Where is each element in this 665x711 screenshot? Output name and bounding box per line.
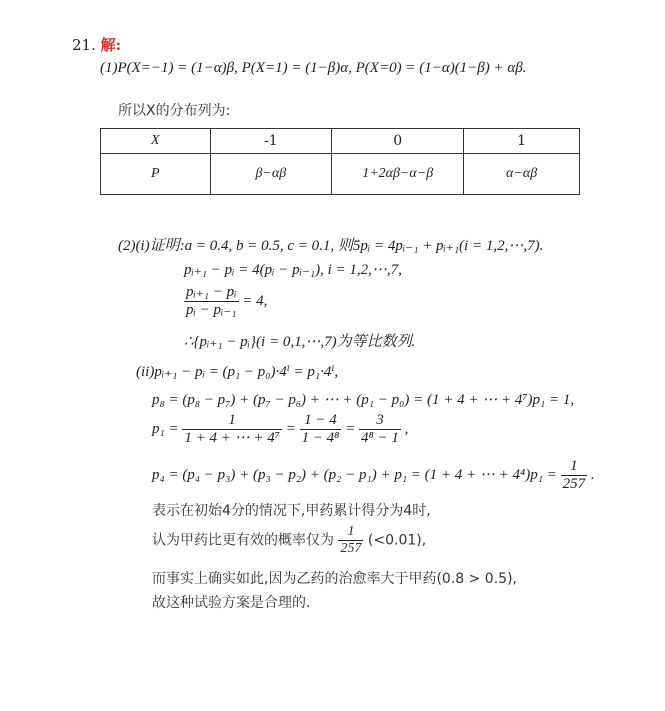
fraction-denominator: 1 − 4⁸	[301, 430, 340, 447]
p4-expression: p₄ = (p₄ − p₃) + (p₃ − p₂) + (p₂ − p₁) + p₁ = (1 + 4 + ⋯ + 4⁴)p₁ =	[152, 467, 557, 484]
fraction-denominator: 1 + 4 + ⋯ + 4⁷	[184, 430, 280, 447]
explanation-line-2	[152, 524, 426, 557]
table-header-row	[101, 129, 580, 154]
table-row	[101, 154, 580, 195]
distribution-table	[100, 128, 580, 195]
solution-label: 解:	[100, 36, 122, 54]
fraction-numerator: 1	[182, 412, 282, 430]
table-cell: -1	[210, 129, 332, 154]
part2-ii-line1: (ii)pᵢ₊₁ − pᵢ = (p₁ − p₀)·4ⁱ = p₁·4ⁱ,	[136, 364, 339, 380]
part2-i-conclusion: ∴{pᵢ₊₁ − pᵢ}(i = 0,1,⋯,7)为等比数列.	[184, 334, 416, 350]
p1-fraction-3	[359, 412, 401, 448]
probability-fraction	[338, 524, 363, 557]
table-cell: X	[101, 129, 211, 154]
ratio-equals: = 4,	[242, 293, 268, 310]
explanation-text: 认为甲药比更有效的概率仅为	[152, 532, 334, 549]
ratio-denominator: pᵢ − pᵢ₋₁	[186, 302, 237, 319]
ratio-fraction	[184, 284, 239, 320]
part1-formula: (1)P(X=−1) = (1−α)β, P(X=1) = (1−β)α, P(X=0) = (1−α)(1−β) + αβ.	[100, 60, 527, 76]
part2-ii-p4: p₄ = (p₄ − p₃) + (p₃ − p₂) + (p₂ − p₁) + p₁ = (1 + 4 + ⋯ + 4⁴)p₁ = $\frac{1}{257}$ .	[152, 458, 595, 493]
explanation-text: (<0.01),	[367, 532, 427, 549]
fraction-numerator: 1	[561, 458, 588, 476]
fraction-numerator: 1	[338, 524, 363, 541]
ratio-numerator: pᵢ₊₁ − pᵢ	[184, 284, 239, 302]
p1-lhs: p₁ =	[152, 421, 179, 438]
table-cell: 1+2αβ−α−β	[332, 154, 464, 195]
explanation-line-3: 而事实上确实如此,因为乙药的治愈率大于甲药(0.8 > 0.5),	[152, 571, 517, 587]
part2-i-line1: (2)(i)证明:a = 0.4, b = 0.5, c = 0.1, 则5pᵢ = 4pᵢ₋₁ + pᵢ₊₁(i = 1,2,⋯,7).	[118, 238, 544, 254]
fraction-denominator: 257	[562, 476, 586, 493]
table-cell: α−αβ	[464, 154, 580, 195]
p4-fraction	[561, 458, 588, 494]
explanation-line-4: 故这种试验方案是合理的.	[152, 595, 311, 611]
fraction-numerator: 1 − 4	[300, 412, 342, 430]
part2-ii-line2: p₈ = (p₈ − p₇) + (p₇ − p₆) + ⋯ + (p₁ − p₀) = (1 + 4 + ⋯ + 4⁷)p₁ = 1,	[152, 392, 575, 408]
distribution-intro: 所以X的分布列为:	[118, 103, 231, 119]
problem-header	[72, 34, 121, 55]
table-cell: 0	[332, 129, 464, 154]
table-cell: P	[101, 154, 211, 195]
part2-i-line2: pᵢ₊₁ − pᵢ = 4(pᵢ − pᵢ₋₁), i = 1,2,⋯,7,	[184, 262, 402, 278]
explanation-line-1: 表示在初始4分的情况下,甲药累计得分为4时,	[152, 503, 431, 519]
table-cell: β−αβ	[210, 154, 332, 195]
problem-number: 21.	[72, 36, 96, 54]
part2-ii-p1: p₁ = $\frac{1}{\text{1 + 4 + ⋯ + 4⁷}}$ = $\frac{1 - 4}{\text{1 − 4⁸}}$ = $\frac{3}{\text{4⁸ − 1}}$ ,	[152, 412, 409, 447]
p1-fraction-2	[300, 412, 342, 448]
p1-fraction-1	[182, 412, 282, 448]
table-cell: 1	[464, 129, 580, 154]
fraction-denominator: 4⁸ − 1	[361, 430, 399, 447]
fraction-denominator: 257	[340, 541, 362, 557]
fraction-numerator: 3	[359, 412, 401, 430]
part2-i-ratio	[184, 284, 267, 320]
